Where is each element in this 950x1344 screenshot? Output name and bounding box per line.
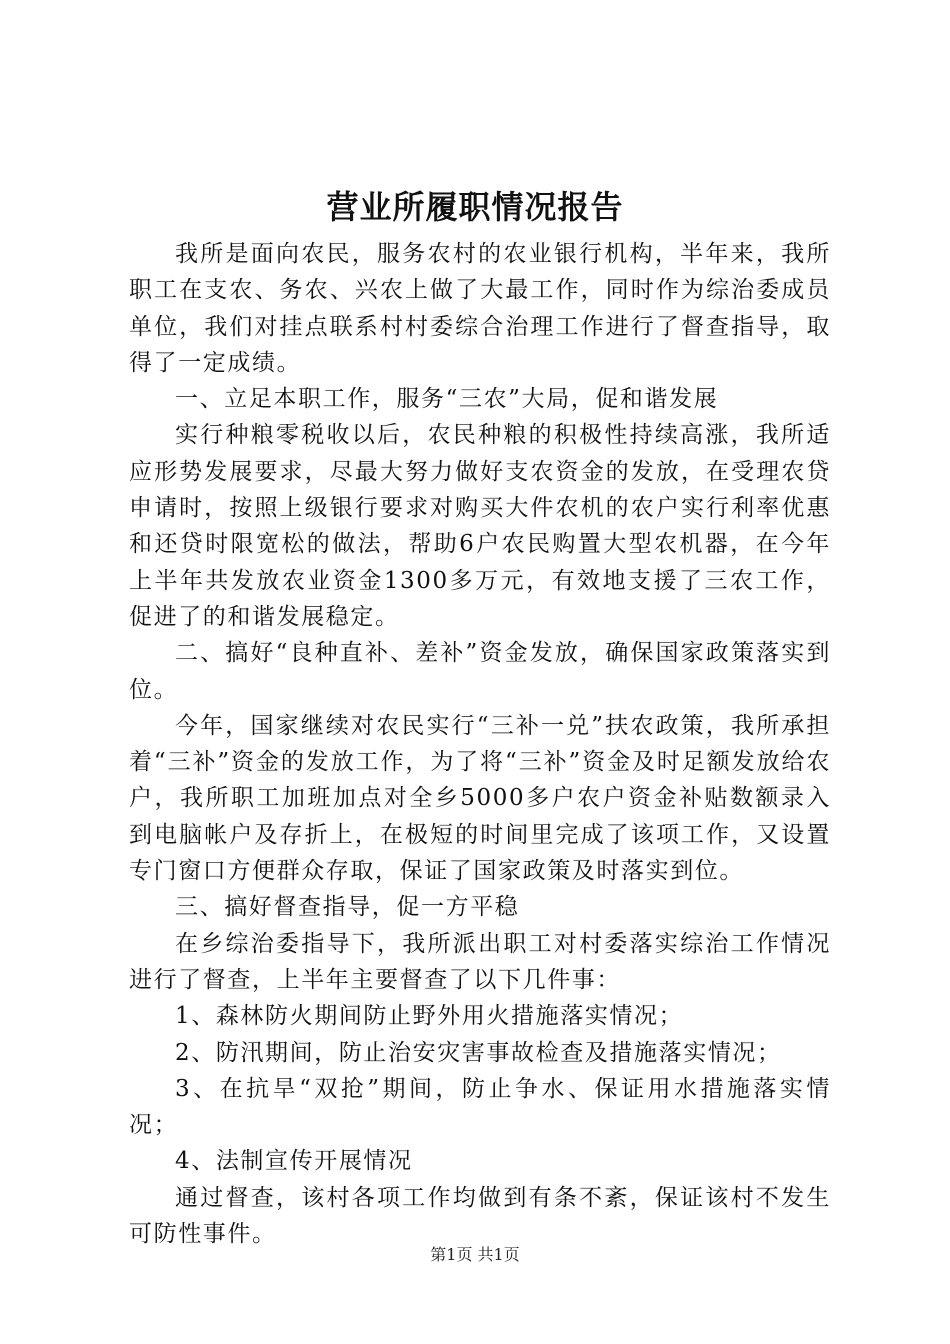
section-heading-3: 三、搞好督查指导，促一方平稳 <box>175 894 520 921</box>
page-footer: 第1页 共1页 <box>430 1245 520 1264</box>
list-item-1: 1、森林防火期间防止野外用火措施落实情况； <box>175 1003 684 1030</box>
list-item-2: 2、防汛期间，防止治安灾害事故检查及措施落实情况； <box>175 1039 782 1066</box>
paragraph-section-1: 实行种粮零税收以后，农民种粮的积极性持续高涨，我所适应形势发展要求，尽最大努力做好支农资金的发放，在受理农贷申请时，按照上级银行要求对购买大件农机的农户实行利率优惠和还贷时限宽松的做法，帮助6户农民购置大型农机器，在今年上半年共发放农业资金1300多万元，有效地支援了三农工作，促进了的和谐发展稳定。 <box>129 422 831 630</box>
section-heading-1: 一、立足本职工作，服务“三农”大局，促和谐发展 <box>175 386 719 413</box>
section-heading-2: 二、搞好“良种直补、差补”资金发放，确保国家政策落实到位。 <box>129 640 831 703</box>
list-item-3: 3、在抗旱“双抢”期间，防止争水、保证用水措施落实情况； <box>129 1075 831 1139</box>
list-item-4: 4、法制宣传开展情况 <box>175 1148 413 1175</box>
paragraph-conclusion: 通过督查，该村各项工作均做到有条不紊，保证该村不发生可防性事件。 <box>129 1184 831 1248</box>
paragraph-section-3: 在乡综治委指导下，我所派出职工对村委落实综治工作情况进行了督查，上半年主要督查了以下几件事： <box>129 930 831 993</box>
paragraph-intro: 我所是面向农民，服务农村的农业银行机构，半年来，我所职工在支农、务农、兴农上做了大最工作，同时作为综治委成员单位，我们对挂点联系村村委综合治理工作进行了督查指导，取得了一定成绩。 <box>129 241 831 376</box>
document-title: 营业所履职情况报告 <box>326 188 624 226</box>
document-body <box>129 236 831 1252</box>
paragraph-section-2: 今年，国家继续对农民实行“三补一兑”扶农政策，我所承担着“三补”资金的发放工作，为了将“三补”资金及时足额发放给农户，我所职工加班加点对全乡5000多户农户资金补贴数额录入到电脑帐户及存折上，在极短的时间里完成了该项工作，又设置专门窗口方便群众存取，保证了国家政策及时落实到位。 <box>129 712 831 885</box>
